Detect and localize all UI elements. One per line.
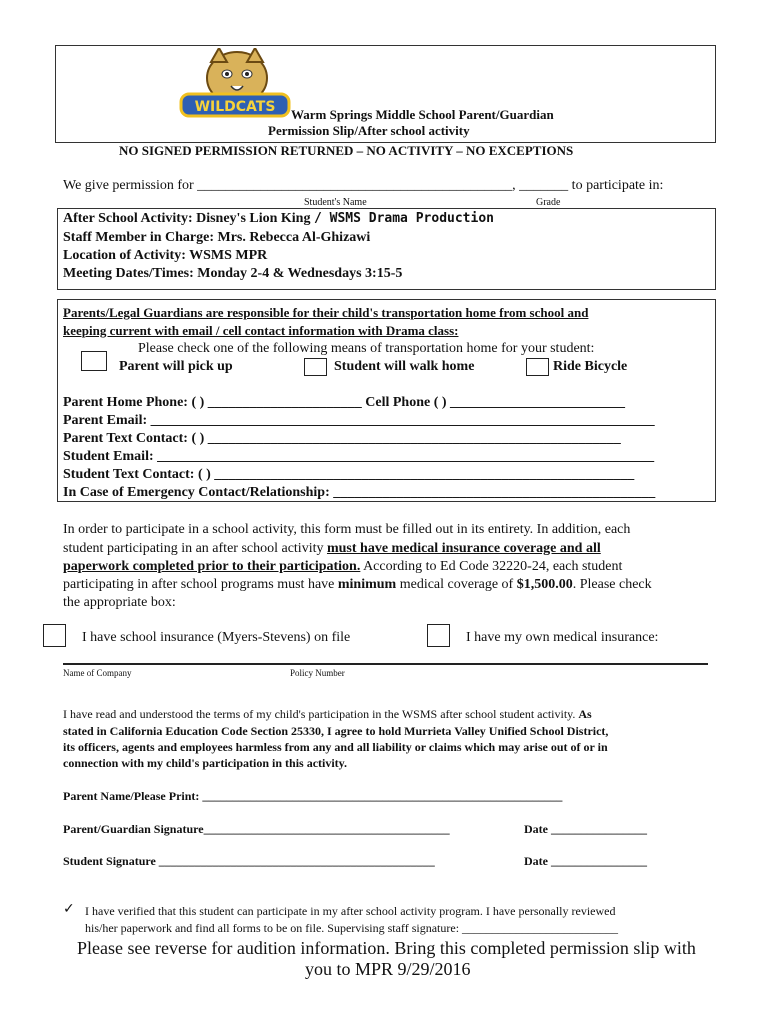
wildcats-logo [175,48,295,124]
insurance-info-line[interactable] [63,663,708,665]
student-name-caption: Student's Name [304,197,367,208]
checkbox-parent-pickup[interactable] [81,351,107,371]
grade-caption: Grade [536,197,561,208]
insurance-para-line3: paperwork completed prior to their participation. According to Ed Code 32220-24, each student [63,559,623,574]
agreement-line2: stated in California Education Code Section 25330, I agree to hold Murrieta Valley Unified School District, [63,724,609,738]
activity-location: Location of Activity: WSMS MPR [63,248,268,263]
transport-instruction: Please check one of the following means of transportation home for your student: [138,341,595,356]
checkbox-walk-home[interactable] [304,358,327,376]
verification-line1: I have verified that this student can participate in my after school activity program. I have personally reviewed [85,904,616,918]
policy-number-caption: Policy Number [290,668,345,678]
insurance-para-line2: student participating in an after school activity must have medical insurance coverage and all [63,541,601,556]
checkmark-icon: ✓ [63,901,75,917]
option-own-insurance: I have my own medical insurance: [466,630,659,645]
student-signature-field[interactable]: Student Signature ______________________________________________ [63,854,435,868]
parent-text-contact-field[interactable]: Parent Text Contact: ( ) ___________________________________________________________ [63,431,621,446]
verification-line2[interactable]: his/her paperwork and find all forms to be on file. Supervising staff signature: __________________________ [85,921,619,935]
agreement-line3: its officers, agents and employees harmless from any and all liability or claims which may arise out of or in [63,740,608,754]
guardian-signature-field[interactable]: Parent/Guardian Signature_________________________________________ [63,822,450,836]
meeting-times: Meeting Dates/Times: Monday 2-4 & Wednesdays 3:15-5 [63,266,403,281]
activity-name: After School Activity: Disney's Lion King / WSMS Drama Production [63,211,494,226]
student-date-field[interactable]: Date ________________ [524,854,647,868]
parent-home-phone-field[interactable]: Parent Home Phone: ( ) ______________________ Cell Phone ( ) _________________________ [63,395,626,410]
checkbox-own-insurance[interactable] [427,624,450,647]
staff-in-charge: Staff Member in Charge: Mrs. Rebecca Al-Ghizawi [63,230,371,245]
slip-title: Permission Slip/After school activity [268,123,470,138]
school-title: Warm Springs Middle School Parent/Guardian [291,107,554,122]
parent-email-field[interactable]: Parent Email: ________________________________________________________________________ [63,413,655,428]
logo-text: WILDCATS [194,99,276,115]
agreement-line1: I have read and understood the terms of my child's participation in the WSMS after school student activity. As [63,707,592,721]
option-school-insurance: I have school insurance (Myers-Stevens) on file [82,630,351,645]
name-of-company-caption: Name of Company [63,668,132,678]
insurance-para-line1: In order to participate in a school activity, this form must be filled out in its entirety. In addition, each [63,522,631,537]
transport-notice-line2: keeping current with email / cell contact information with Drama class: [63,323,459,338]
parent-name-field[interactable]: Parent Name/Please Print: ____________________________________________________________ [63,789,563,803]
student-email-field[interactable]: Student Email: _______________________________________________________________________ [63,449,655,464]
permission-line[interactable]: We give permission for _____________________________________________, _______ to participate in: [63,178,664,193]
option-parent-pickup: Parent will pick up [119,359,233,374]
insurance-para-line4: participating in after school programs must have minimum medical coverage of $1,500.00. Please check [63,577,652,592]
agreement-line4: connection with my child's participation in this activity. [63,756,348,770]
checkbox-school-insurance[interactable] [43,624,66,647]
checkbox-ride-bicycle[interactable] [526,358,549,376]
option-ride-bicycle: Ride Bicycle [553,359,628,374]
guardian-date-field[interactable]: Date ________________ [524,822,647,836]
footer-line2: you to MPR 9/29/2016 [305,959,471,979]
footer-line1: Please see reverse for audition information. Bring this completed permission slip with [77,938,696,958]
warning-banner: NO SIGNED PERMISSION RETURNED – NO ACTIVITY – NO EXCEPTIONS [119,143,574,158]
insurance-para-line5: the appropriate box: [63,595,176,610]
student-text-contact-field[interactable]: Student Text Contact: ( ) ____________________________________________________________ [63,467,635,482]
option-walk-home: Student will walk home [334,359,475,374]
emergency-contact-field[interactable]: In Case of Emergency Contact/Relationship: ______________________________________________ [63,485,656,500]
transport-notice-line1: Parents/Legal Guardians are responsible for their child's transportation home from school and [63,305,589,320]
